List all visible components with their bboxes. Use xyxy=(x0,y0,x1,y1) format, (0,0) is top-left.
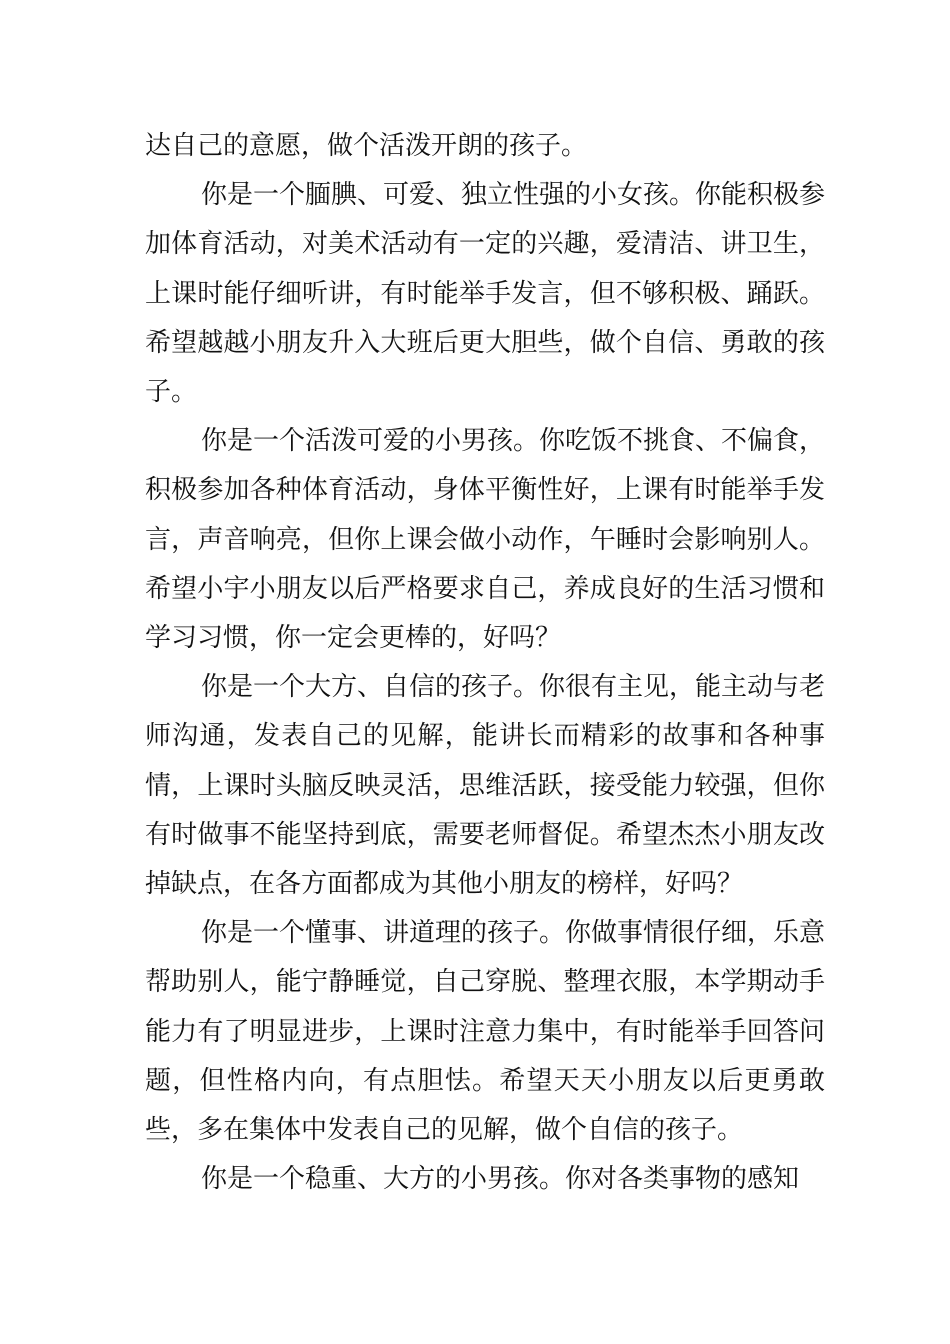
paragraph-2: 你是一个腼腆、可爱、独立性强的小女孩。你能积极参加体育活动，对美术活动有一定的兴趣，爱清洁、讲卫生，上课时能仔细听讲，有时能举手发言，但不够积极、踊跃。希望越越小朋友升入大班后更大胆些，做个自信、勇敢的孩子。 xyxy=(145,180,826,408)
document-body xyxy=(145,122,825,1204)
paragraph-6: 你是一个稳重、大方的小男孩。你对各类事物的感知 xyxy=(201,1164,800,1195)
paragraph-4: 你是一个大方、自信的孩子。你很有主见，能主动与老师沟通，发表自己的见解，能讲长而精彩的故事和各种事情，上课时头脑反映灵活，思维活跃，接受能力较强，但你有时做事不能坚持到底，需要老师督促。希望杰杰小朋友改掉缺点，在各方面都成为其他小朋友的榜样，好吗？ xyxy=(145,672,826,900)
paragraph-5: 你是一个懂事、讲道理的孩子。你做事情很仔细，乐意帮助别人，能宁静睡觉，自己穿脱、整理衣服，本学期动手能力有了明显进步，上课时注意力集中，有时能举手回答问题，但性格内向，有点胆怯。希望天天小朋友以后更勇敢些，多在集体中发表自己的见解，做个自信的孩子。 xyxy=(145,918,826,1146)
paragraph-3: 你是一个活泼可爱的小男孩。你吃饭不挑食、不偏食，积极参加各种体育活动，身体平衡性好，上课有时能举手发言，声音响亮，但你上课会做小动作，午睡时会影响别人。希望小宇小朋友以后严格要求自己，养成良好的生活习惯和学习习惯，你一定会更棒的，好吗？ xyxy=(145,426,826,654)
paragraph-1: 达自己的意愿，做个活泼开朗的孩子。 xyxy=(145,131,588,161)
